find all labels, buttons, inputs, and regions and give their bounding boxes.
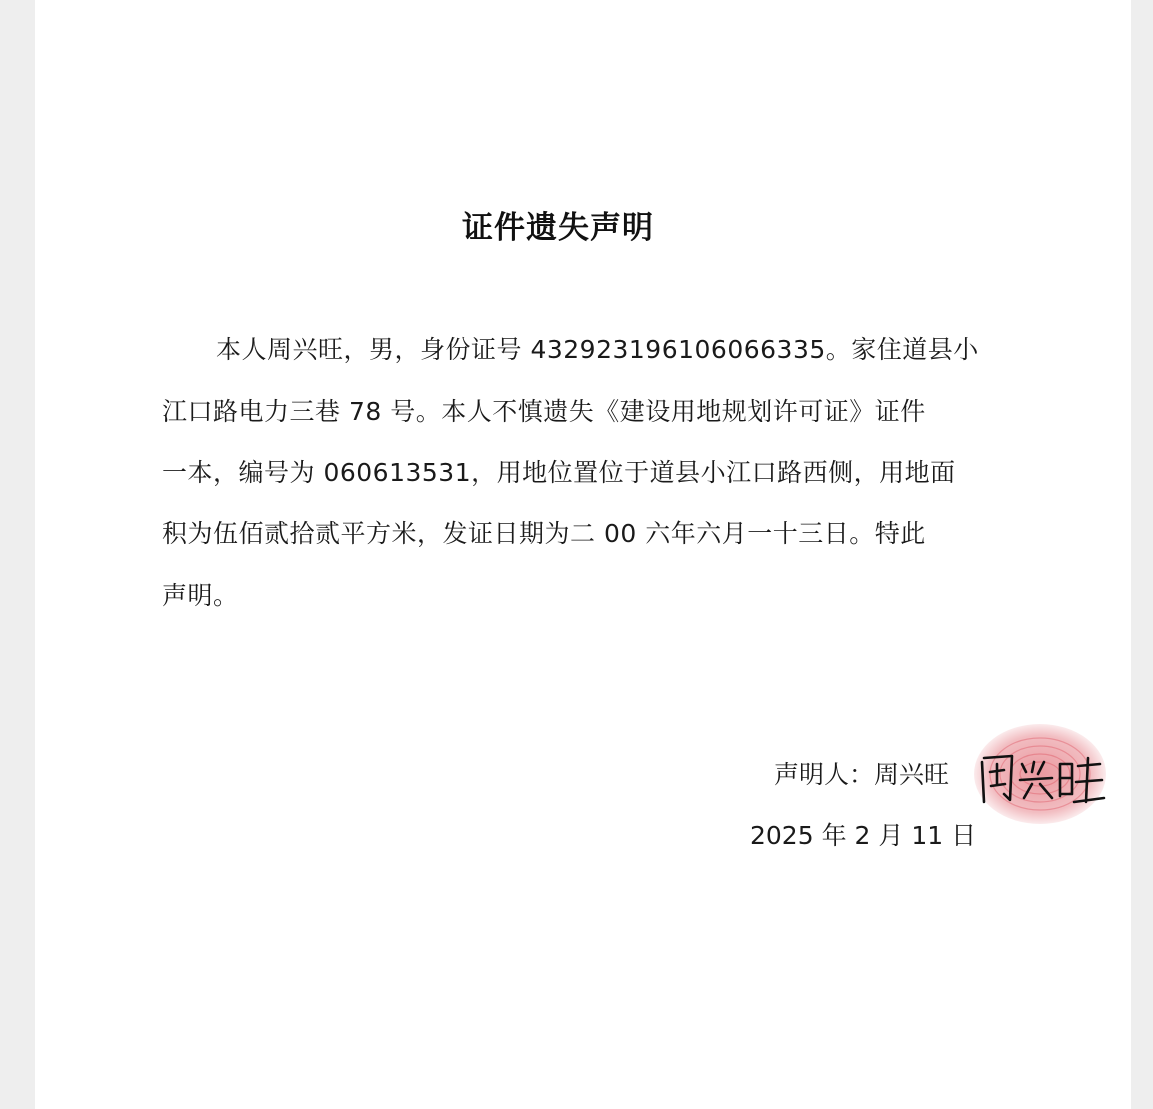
declaration-date: 2025 年 2 月 11 日 [750, 821, 977, 850]
body-line-4: 积为伍佰贰拾贰平方米，发证日期为二 00 六年六月一十三日。特此 [162, 519, 926, 548]
body-line-2: 江口路电力三巷 78 号。本人不慎遗失《建设用地规划许可证》证件 [162, 397, 926, 426]
fingerprint-signature-icon [960, 722, 1110, 830]
body-line-1: 本人周兴旺，男，身份证号 432923196106066335。家住道县小 [216, 335, 979, 364]
document-page [35, 0, 1131, 1109]
document-title: 证件遗失声明 [462, 210, 654, 246]
declarant-label: 声明人：周兴旺 [774, 760, 950, 789]
body-line-3: 一本，编号为 060613531，用地位置位于道县小江口路西侧，用地面 [162, 458, 956, 487]
body-line-5: 声明。 [162, 581, 239, 610]
